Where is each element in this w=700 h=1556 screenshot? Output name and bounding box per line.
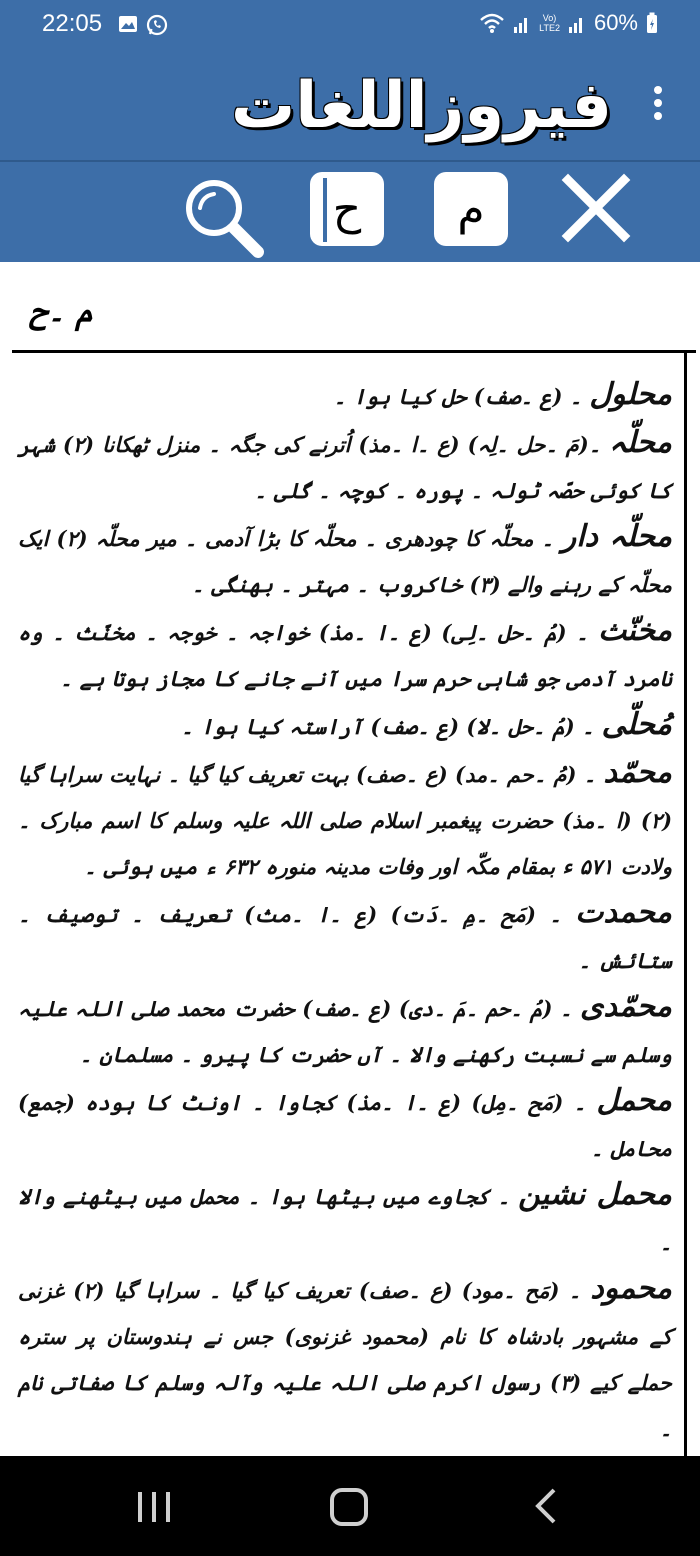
entry-definition: ۔ (ع ۔صف) حل کیا ہوا ۔ bbox=[333, 384, 583, 409]
entry-headword: محمّدی bbox=[579, 989, 672, 1024]
signal-icon-2 bbox=[568, 12, 586, 34]
gallery-notification-icon bbox=[118, 14, 138, 34]
entry-headword: محلّہ دار bbox=[561, 519, 673, 554]
dictionary-entry bbox=[18, 750, 678, 890]
dictionary-entry bbox=[18, 420, 678, 514]
entry-definition: ۔ (مَح ۔مِ ۔دَت) (ع ۔ا ۔مث) تعریف ۔ توصیف ۔ ستائش ۔ bbox=[18, 902, 672, 973]
page-right-rule bbox=[684, 352, 687, 1456]
entries-list bbox=[18, 372, 678, 1452]
status-time: 22:05 bbox=[42, 10, 103, 37]
entry-definition: ۔ (مُ ۔حل ۔لِی) (ع ۔ا ۔مذ) خواجہ ۔ خوجہ ۔ مخنّث ۔ وہ نامرد آدمی جو شاہی حرم سرا میں آنے جانے کا مجاز ہوتا ہے ۔ bbox=[18, 620, 672, 691]
letter-second-value: ح bbox=[332, 183, 362, 235]
entry-headword: مخنّث bbox=[598, 613, 673, 648]
letter-search-bar bbox=[0, 160, 700, 264]
back-icon[interactable] bbox=[530, 1486, 562, 1526]
dictionary-page[interactable] bbox=[0, 262, 700, 1456]
entry-headword: محمدت bbox=[575, 895, 672, 930]
page-header: م ۔ح bbox=[30, 294, 94, 329]
dictionary-entry bbox=[18, 372, 678, 420]
overflow-menu-icon[interactable] bbox=[652, 86, 664, 126]
signal-icon-1 bbox=[513, 12, 531, 34]
status-bar bbox=[0, 0, 700, 52]
system-indicators bbox=[479, 10, 658, 36]
entry-headword: محمود bbox=[590, 1271, 672, 1306]
battery-charging-icon bbox=[646, 12, 658, 34]
entry-headword: محلول bbox=[589, 377, 672, 412]
recent-apps-icon[interactable] bbox=[136, 1490, 172, 1524]
home-icon[interactable] bbox=[330, 1488, 368, 1526]
entry-headword: محلّہ bbox=[609, 425, 672, 460]
search-icon[interactable] bbox=[180, 174, 266, 260]
whatsapp-notification-icon bbox=[146, 14, 168, 36]
dictionary-entry bbox=[18, 1078, 678, 1172]
page-top-rule bbox=[12, 350, 696, 353]
dictionary-entry bbox=[18, 1266, 678, 1452]
entry-headword: محمّد bbox=[603, 755, 672, 790]
notification-icons bbox=[118, 14, 168, 36]
entry-headword: مُحلّی bbox=[601, 707, 672, 742]
entry-headword: محمل نشین bbox=[518, 1177, 672, 1212]
entry-definition: ۔ محلّہ کا چودھری ۔ محلّہ کا بڑا آدمی ۔ میر محلّہ (۲) ایک محلّہ کے رہنے والے (۳) خاکروب ۔ مہتر ۔ بھنگی ۔ bbox=[18, 526, 672, 597]
entry-headword: محمل bbox=[596, 1083, 672, 1118]
letter-first-value: م bbox=[457, 183, 485, 235]
dictionary-entry bbox=[18, 1172, 678, 1266]
dictionary-entry bbox=[18, 984, 678, 1078]
entry-definition: ۔(مَ ۔حل ۔لِہ) (ع ۔ا ۔مذ) اُترنے کی جگہ ۔ منزل ٹھکانا (۲) شہر کا کوئی حصّہ ٹولہ ۔ پورہ ۔ کوچہ ۔ گلی ۔ bbox=[18, 432, 672, 503]
entry-definition: ۔ (مُ ۔حل ۔لا) (ع ۔صف) آراستہ کیا ہوا ۔ bbox=[181, 714, 595, 739]
entry-definition: ۔ (مُ ۔حم ۔مد) (ع ۔صف) بہت تعریف کیا گیا ۔ نہایت سراہا گیا (۲) (ا ۔مذ) حضرت پیغمبر اسلام صلی اللہ علیہ وسلم کا اسم مبارک ۔ ولادت ۵۷۱ ء بمقام مکّہ اور وفات مدینہ منورہ ۶۳۲ ء میں ہوئی ۔ bbox=[18, 762, 672, 879]
entry-definition: ۔ کجاوے میں بیٹھا ہوا ۔ محمل میں بیٹھنے والا ۔ bbox=[18, 1184, 672, 1255]
close-icon[interactable] bbox=[560, 172, 632, 244]
app-title: فیروزاللغات bbox=[230, 69, 612, 143]
dictionary-entry bbox=[18, 702, 678, 750]
letter-input-second-char[interactable] bbox=[310, 172, 384, 246]
system-navigation-bar bbox=[0, 1456, 700, 1556]
entry-definition: ۔ (مَح ۔مود) (ع ۔صف) تعریف کیا گیا ۔ سراہا گیا (۲) غزنی کے مشہور بادشاہ کا نام (محمود غزنوی) جس نے ہندوستان پر سترہ حملے کیے (۳) رسول اکرم صلی اللہ علیہ وآلہ وسلم کا صفاتی نام ۔ bbox=[18, 1278, 672, 1441]
text-cursor bbox=[323, 178, 327, 242]
dictionary-entry bbox=[18, 514, 678, 608]
entry-definition: ۔ (مُ ۔حم ۔مَ ۔دی) (ع ۔صف) حضرت محمد صلی اللہ علیہ وسلم سے نسبت رکھنے والا ۔ آں حضرت کا پیرو ۔ مسلمان ۔ bbox=[18, 996, 672, 1067]
entry-definition: ۔ (مَح ۔مِل) (ع ۔ا ۔مذ) کجاوا ۔ اونٹ کا ہودہ (جمع) محامل ۔ bbox=[18, 1090, 672, 1161]
battery-percentage: 60% bbox=[593, 10, 638, 35]
wifi-icon bbox=[479, 12, 505, 34]
app-bar bbox=[0, 52, 700, 160]
dictionary-entry bbox=[18, 608, 678, 702]
letter-input-first-char[interactable] bbox=[434, 172, 508, 246]
volte-indicator: Vo) LTE2 bbox=[539, 13, 560, 33]
dictionary-entry bbox=[18, 890, 678, 984]
